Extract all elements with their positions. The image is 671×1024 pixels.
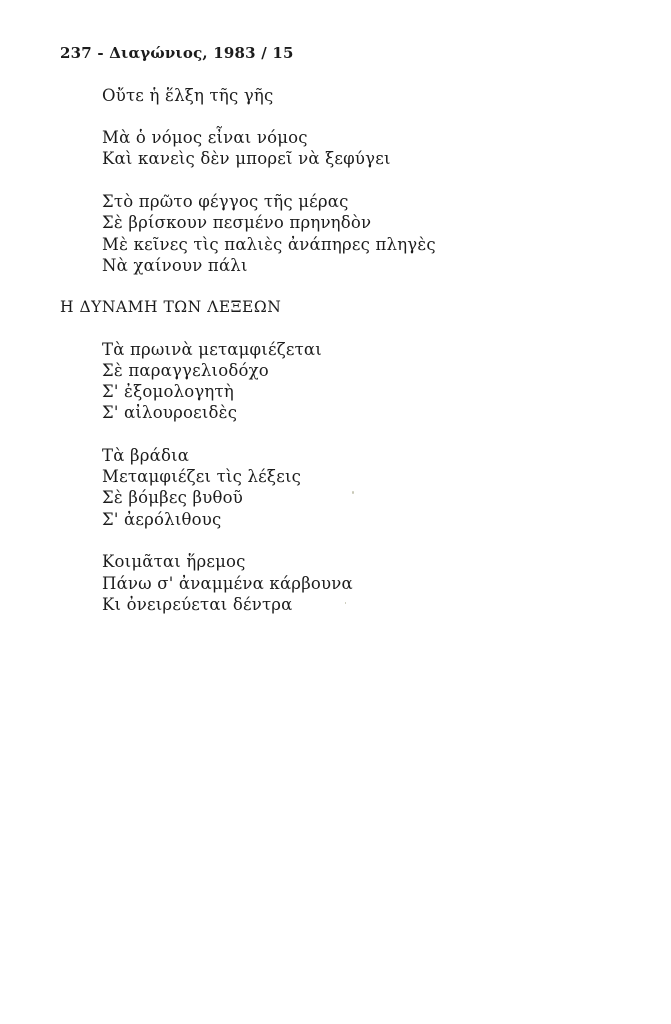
poem-line: Μὲ κεῖνες τὶς παλιὲς ἀνάπηρες πληγὲς [102, 235, 436, 254]
poem-line: Κοιμᾶται ἥρεμος [102, 552, 246, 571]
poem-line: Σ' ἐξομολογητὴ [102, 382, 234, 401]
page-header [60, 44, 294, 62]
header-separator: - [91, 44, 110, 62]
page-number: 237 [60, 44, 92, 62]
poem-line: Σ' ἀερόλιθους [102, 510, 222, 529]
poem-line: Τὰ πρωινὰ μεταμφιέζεται [102, 340, 322, 359]
poem-line: Σὲ βόμβες βυθοῦ [102, 488, 244, 507]
print-speck [352, 491, 354, 494]
poem-line: Νὰ χαίνουν πάλι [102, 256, 248, 275]
poem-line: Τὰ βράδια [102, 446, 190, 465]
poem-line: Καὶ κανεὶς δὲν μπορεῖ νὰ ξεφύγει [102, 149, 391, 168]
poem-title: Η ΔΥΝΑΜΗ ΤΩΝ ΛΕΞΕΩΝ [60, 298, 282, 316]
poem-line: Στὸ πρῶτο φέγγος τῆς μέρας [102, 192, 349, 211]
poem-line: Μὰ ὁ νόμος εἶναι νόμος [102, 128, 308, 147]
poem-line: Μεταμφιέζει τὶς λέξεις [102, 467, 302, 486]
poem-line: Πάνω σ' ἀναμμένα κάρβουνα [102, 574, 353, 593]
poem-line: Οὔτε ἡ ἕλξη τῆς γῆς [102, 86, 274, 105]
poem-line: Κι ὀνειρεύεται δέντρα [102, 595, 293, 614]
poem-line: Σὲ βρίσκουν πεσμένο πρηνηδὸν [102, 213, 372, 232]
poem-line: Σὲ παραγγελιοδόχο [102, 361, 269, 380]
source-citation: Διαγώνιος, 1983 / 15 [109, 44, 294, 62]
poem-line: Σ' αἰλουροειδὲς [102, 403, 238, 422]
print-speck [345, 602, 346, 604]
